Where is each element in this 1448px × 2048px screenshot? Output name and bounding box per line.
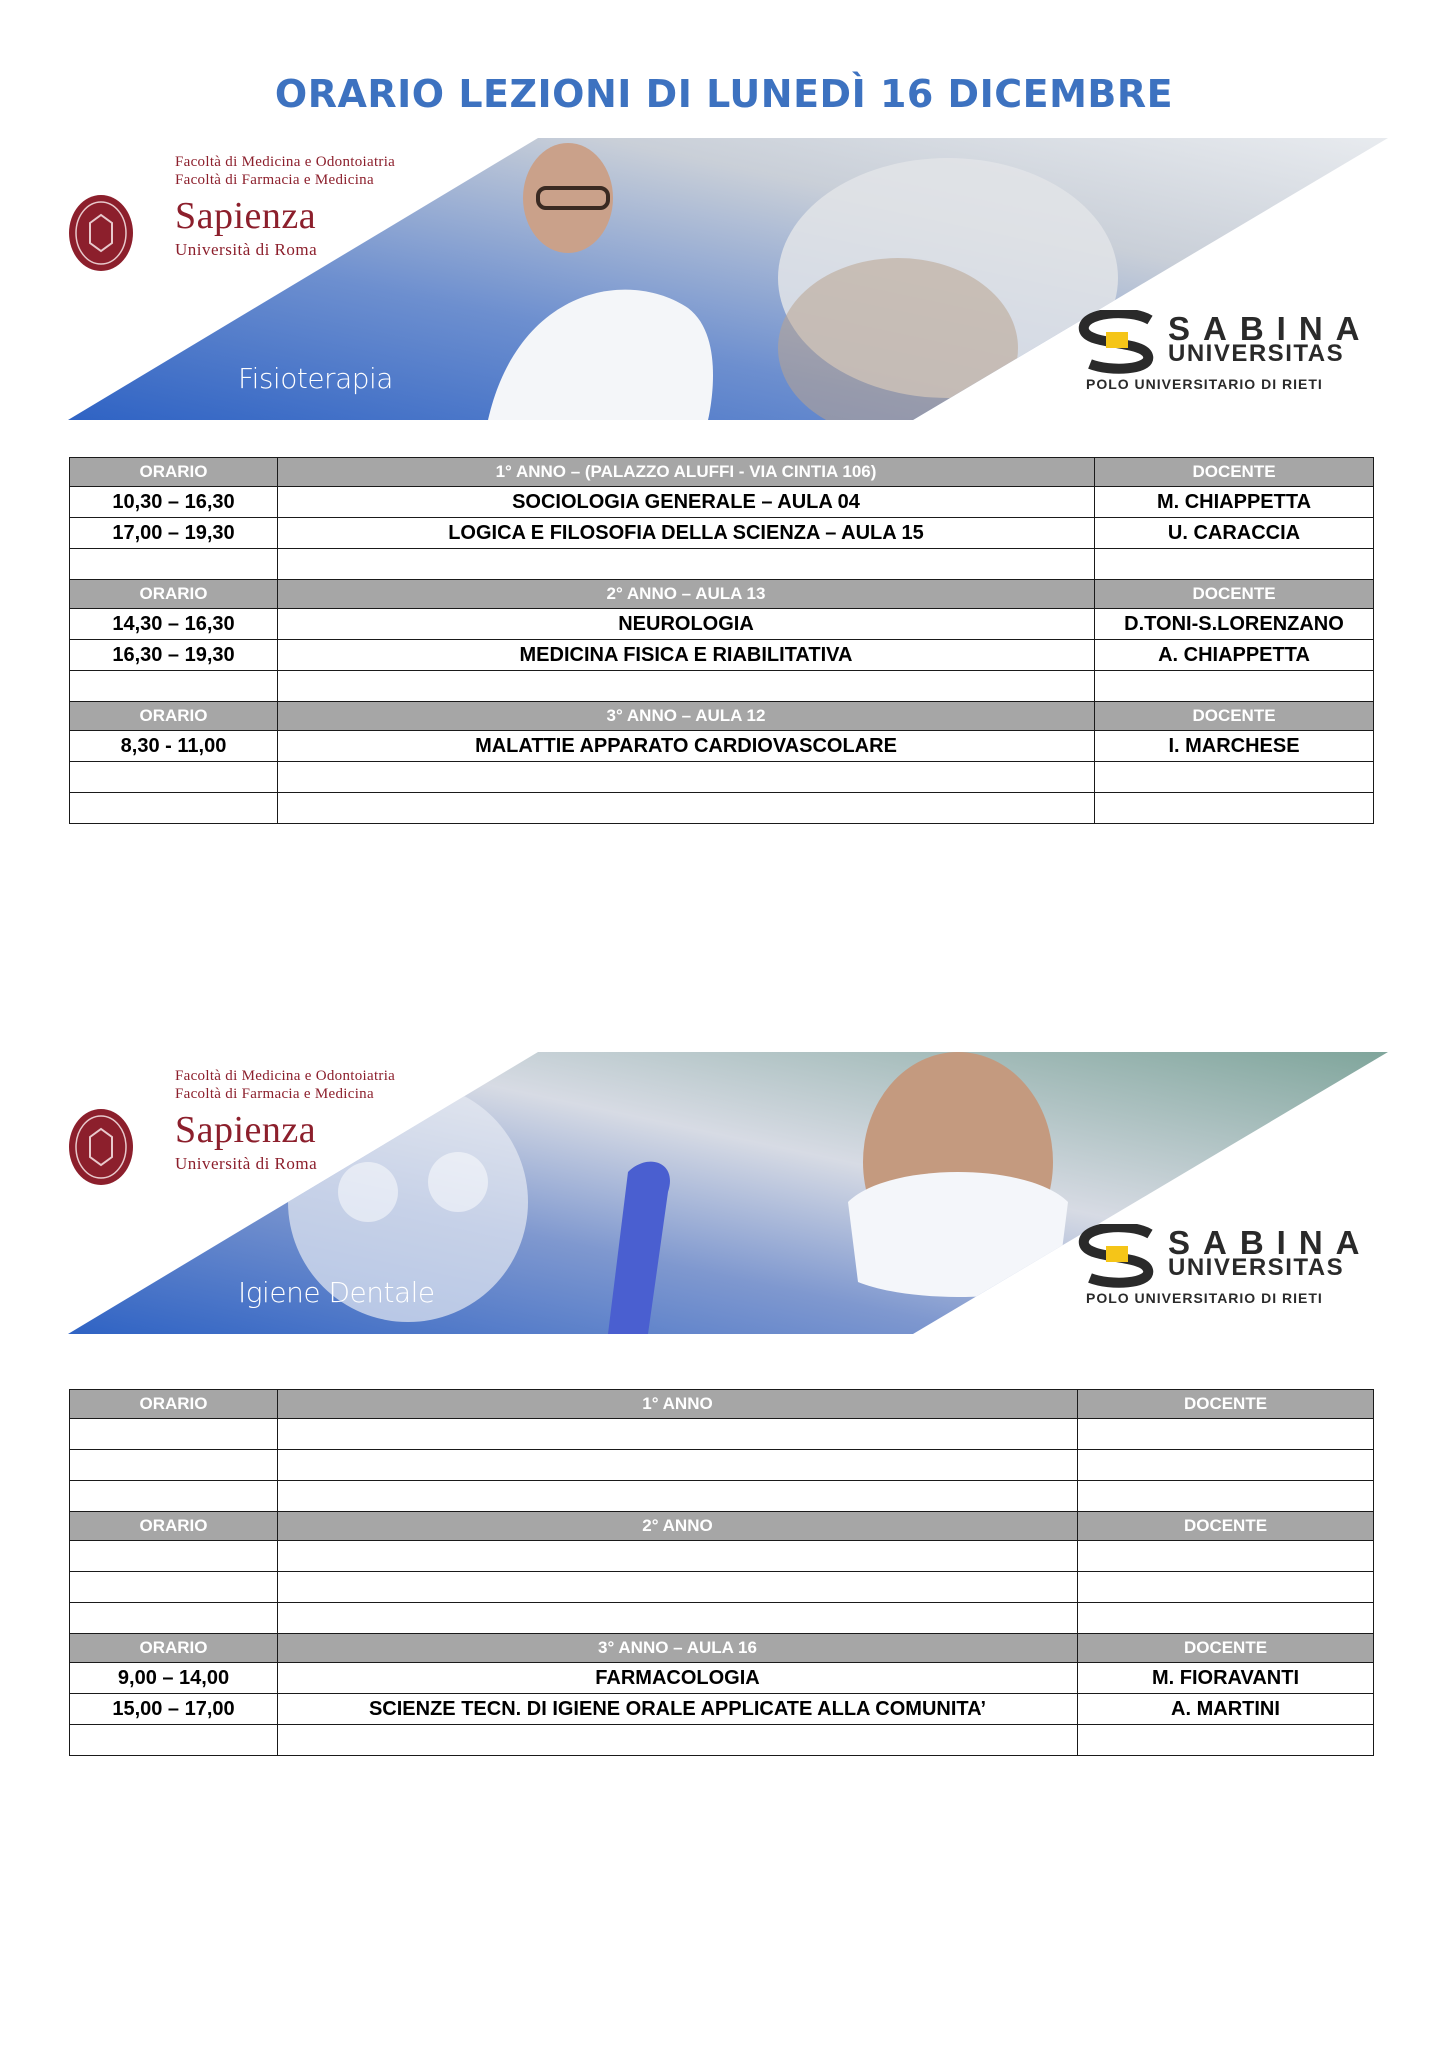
cell-teacher <box>1078 1481 1374 1512</box>
table-row <box>70 1541 1374 1572</box>
cell-subject <box>278 1603 1078 1634</box>
universitas-word: UNIVERSITAS <box>1168 1254 1345 1281</box>
header-orario: ORARIO <box>70 458 278 487</box>
faculty-line-1: Facoltà di Medicina e Odontoiatria <box>175 1068 396 1084</box>
table-row <box>70 1481 1374 1512</box>
cell-time: 15,00 – 17,00 <box>70 1694 278 1725</box>
course-name: Fisioterapia <box>238 362 393 395</box>
sabina-word: SABINA <box>1168 310 1373 347</box>
table-row <box>70 1419 1374 1450</box>
table-header-row <box>70 458 1374 487</box>
cell-time <box>70 1572 278 1603</box>
table-header-row <box>70 1512 1374 1541</box>
cell-time <box>70 1450 278 1481</box>
polo-text: POLO UNIVERSITARIO DI RIETI <box>1086 1290 1323 1306</box>
table-row <box>70 1725 1374 1756</box>
cell-time <box>70 793 278 824</box>
table-row <box>70 487 1374 518</box>
schedule-table-igiene-dentale <box>69 1389 1374 1756</box>
header-orario: ORARIO <box>70 1634 278 1663</box>
cell-subject <box>278 1419 1078 1450</box>
table-header-row <box>70 702 1374 731</box>
table-row <box>70 609 1374 640</box>
table-row <box>70 518 1374 549</box>
header-year: 2° ANNO <box>278 1512 1078 1541</box>
cell-time <box>70 762 278 793</box>
header-docente: DOCENTE <box>1095 458 1374 487</box>
cell-subject <box>278 1725 1078 1756</box>
cell-time <box>70 549 278 580</box>
cell-teacher: A. MARTINI <box>1078 1694 1374 1725</box>
header-docente: DOCENTE <box>1078 1390 1374 1419</box>
table-row <box>70 640 1374 671</box>
header-year: 2° ANNO – AULA 13 <box>278 580 1095 609</box>
header-year: 3° ANNO – AULA 12 <box>278 702 1095 731</box>
cell-time: 17,00 – 19,30 <box>70 518 278 549</box>
sabina-s-icon <box>1070 310 1166 374</box>
sapienza-name: Sapienza <box>175 195 317 237</box>
schedule-table-fisioterapia <box>69 457 1374 824</box>
cell-subject: SOCIOLOGIA GENERALE – AULA 04 <box>278 487 1095 518</box>
faculty-line-2: Facoltà di Farmacia e Medicina <box>175 172 374 188</box>
sabina-logo <box>1070 310 1373 400</box>
header-docente: DOCENTE <box>1095 580 1374 609</box>
cell-subject <box>278 1450 1078 1481</box>
cell-subject <box>278 793 1095 824</box>
cell-time: 10,30 – 16,30 <box>70 487 278 518</box>
cell-teacher: M. CHIAPPETTA <box>1095 487 1374 518</box>
table-row <box>70 1694 1374 1725</box>
cell-teacher <box>1095 549 1374 580</box>
header-docente: DOCENTE <box>1095 702 1374 731</box>
header-year: 1° ANNO <box>278 1390 1078 1419</box>
cell-subject <box>278 1572 1078 1603</box>
sabina-s-icon <box>1070 1224 1166 1288</box>
table-header-row <box>70 1634 1374 1663</box>
cell-time <box>70 671 278 702</box>
cell-teacher <box>1078 1725 1374 1756</box>
cell-subject: SCIENZE TECN. DI IGIENE ORALE APPLICATE ALLA COMUNITA’ <box>278 1694 1078 1725</box>
sapienza-subtitle: Università di Roma <box>175 240 318 259</box>
cell-subject <box>278 671 1095 702</box>
cell-teacher: A. CHIAPPETTA <box>1095 640 1374 671</box>
cell-subject: MALATTIE APPARATO CARDIOVASCOLARE <box>278 731 1095 762</box>
table-row <box>70 1450 1374 1481</box>
polo-text: POLO UNIVERSITARIO DI RIETI <box>1086 376 1323 392</box>
table-row <box>70 671 1374 702</box>
table-row <box>70 1572 1374 1603</box>
cell-teacher <box>1078 1572 1374 1603</box>
table-row <box>70 793 1374 824</box>
cell-teacher: M. FIORAVANTI <box>1078 1663 1374 1694</box>
cell-teacher <box>1078 1541 1374 1572</box>
table-header-row <box>70 1390 1374 1419</box>
faculty-line-1: Facoltà di Medicina e Odontoiatria <box>175 154 396 170</box>
cell-teacher <box>1078 1603 1374 1634</box>
header-orario: ORARIO <box>70 580 278 609</box>
cell-teacher <box>1095 671 1374 702</box>
cell-subject <box>278 762 1095 793</box>
header-docente: DOCENTE <box>1078 1634 1374 1663</box>
header-orario: ORARIO <box>70 1390 278 1419</box>
cell-subject: NEUROLOGIA <box>278 609 1095 640</box>
table-header-row <box>70 580 1374 609</box>
header-docente: DOCENTE <box>1078 1512 1374 1541</box>
cell-teacher <box>1078 1450 1374 1481</box>
cell-subject: MEDICINA FISICA E RIABILITATIVA <box>278 640 1095 671</box>
universitas-word: UNIVERSITAS <box>1168 340 1345 367</box>
cell-subject <box>278 1481 1078 1512</box>
cell-subject <box>278 549 1095 580</box>
header-orario: ORARIO <box>70 1512 278 1541</box>
cell-teacher <box>1078 1419 1374 1450</box>
cell-teacher <box>1095 762 1374 793</box>
cell-time: 9,00 – 14,00 <box>70 1663 278 1694</box>
header-orario: ORARIO <box>70 702 278 731</box>
cell-teacher: U. CARACCIA <box>1095 518 1374 549</box>
sapienza-seal-icon <box>68 193 134 273</box>
sapienza-seal-icon <box>68 1107 134 1187</box>
cell-time <box>70 1419 278 1450</box>
table-row <box>70 731 1374 762</box>
cell-time <box>70 1541 278 1572</box>
header-year: 1° ANNO – (PALAZZO ALUFFI - VIA CINTIA 106) <box>278 458 1095 487</box>
course-name: Igiene Dentale <box>238 1276 435 1309</box>
sapienza-subtitle: Università di Roma <box>175 1154 318 1173</box>
cell-subject <box>278 1541 1078 1572</box>
cell-teacher: D.TONI-S.LORENZANO <box>1095 609 1374 640</box>
cell-time <box>70 1481 278 1512</box>
table-row <box>70 762 1374 793</box>
sapienza-name: Sapienza <box>175 1109 317 1151</box>
cell-time <box>70 1603 278 1634</box>
cell-teacher <box>1095 793 1374 824</box>
table-row <box>70 549 1374 580</box>
sabina-word: SABINA <box>1168 1224 1373 1261</box>
cell-time: 8,30 - 11,00 <box>70 731 278 762</box>
header-year: 3° ANNO – AULA 16 <box>278 1634 1078 1663</box>
cell-subject: LOGICA E FILOSOFIA DELLA SCIENZA – AULA 15 <box>278 518 1095 549</box>
cell-time: 14,30 – 16,30 <box>70 609 278 640</box>
banner-fisioterapia <box>68 138 1388 420</box>
table-row <box>70 1663 1374 1694</box>
sabina-logo <box>1070 1224 1373 1314</box>
page-title: ORARIO LEZIONI DI LUNEDÌ 16 DICEMBRE <box>274 72 1174 116</box>
banner-igiene-dentale <box>68 1052 1388 1334</box>
cell-subject: FARMACOLOGIA <box>278 1663 1078 1694</box>
cell-time <box>70 1725 278 1756</box>
table-row <box>70 1603 1374 1634</box>
cell-teacher: I. MARCHESE <box>1095 731 1374 762</box>
faculty-line-2: Facoltà di Farmacia e Medicina <box>175 1086 374 1102</box>
cell-time: 16,30 – 19,30 <box>70 640 278 671</box>
